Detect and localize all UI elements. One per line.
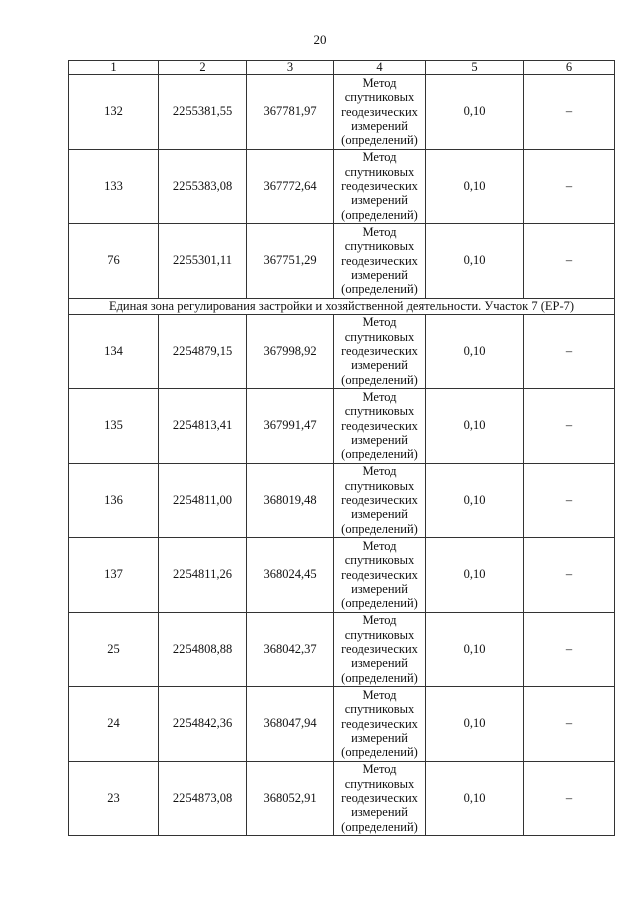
description-cell: – bbox=[524, 75, 615, 150]
point-number-cell: 137 bbox=[69, 538, 159, 613]
point-number-cell: 136 bbox=[69, 463, 159, 538]
description-cell: – bbox=[524, 224, 615, 299]
method-line: измерений bbox=[351, 193, 408, 208]
description-cell: – bbox=[524, 389, 615, 464]
table-row bbox=[69, 149, 615, 224]
accuracy-cell: 0,10 bbox=[426, 314, 524, 389]
method-line: геодезических bbox=[341, 418, 418, 433]
y-coordinate-cell: 367751,29 bbox=[247, 224, 334, 299]
x-coordinate-cell: 2255301,11 bbox=[159, 224, 247, 299]
point-number-cell: 24 bbox=[69, 687, 159, 762]
y-coordinate-cell: 368052,91 bbox=[247, 761, 334, 836]
y-coordinate-cell: 368047,94 bbox=[247, 687, 334, 762]
method-line: (определений) bbox=[341, 447, 418, 462]
method-line: Метод bbox=[362, 762, 397, 777]
method-line: спутниковых bbox=[344, 627, 415, 642]
method-line: (определений) bbox=[341, 819, 418, 834]
point-number-cell: 135 bbox=[69, 389, 159, 464]
method-line: (определений) bbox=[341, 521, 418, 536]
method-line: спутниковых bbox=[344, 404, 415, 419]
page-number: 20 bbox=[313, 32, 327, 47]
table-row bbox=[69, 314, 615, 389]
description-cell: – bbox=[524, 761, 615, 836]
y-coordinate-cell: 368042,37 bbox=[247, 612, 334, 687]
x-coordinate-cell: 2254811,26 bbox=[159, 538, 247, 613]
column-number-1: 1 bbox=[69, 61, 159, 75]
zone-title: Единая зона регулирования застройки и хозяйственной деятельности. Участок 7 (ЕР-7) bbox=[69, 298, 615, 314]
y-coordinate-cell: 367998,92 bbox=[247, 314, 334, 389]
accuracy-cell: 0,10 bbox=[426, 75, 524, 150]
column-number-3: 3 bbox=[247, 61, 334, 75]
x-coordinate-cell: 2254873,08 bbox=[159, 761, 247, 836]
x-coordinate-cell: 2254808,88 bbox=[159, 612, 247, 687]
method-line: спутниковых bbox=[344, 478, 415, 493]
method-line: измерений bbox=[351, 581, 408, 596]
description-cell: – bbox=[524, 463, 615, 538]
description-cell: – bbox=[524, 612, 615, 687]
column-number-5: 5 bbox=[426, 61, 524, 75]
method-line: измерений bbox=[351, 507, 408, 522]
accuracy-cell: 0,10 bbox=[426, 149, 524, 224]
point-number-cell: 134 bbox=[69, 314, 159, 389]
column-number-4: 4 bbox=[334, 61, 426, 75]
method-line: геодезических bbox=[341, 791, 418, 806]
table-row bbox=[69, 389, 615, 464]
point-number-cell: 133 bbox=[69, 149, 159, 224]
method-line: геодезических bbox=[341, 642, 418, 657]
accuracy-cell: 0,10 bbox=[426, 389, 524, 464]
y-coordinate-cell: 367781,97 bbox=[247, 75, 334, 150]
zone-header-row bbox=[69, 298, 615, 314]
column-number-6: 6 bbox=[524, 61, 615, 75]
table-row bbox=[69, 761, 615, 836]
method-line: Метод bbox=[362, 315, 397, 330]
method-cell bbox=[334, 224, 426, 299]
method-line: геодезических bbox=[341, 716, 418, 731]
method-line: Метод bbox=[362, 687, 397, 702]
method-line: геодезических bbox=[341, 344, 418, 359]
method-line: геодезических bbox=[341, 493, 418, 508]
method-line: спутниковых bbox=[344, 329, 415, 344]
method-line: (определений) bbox=[341, 372, 418, 387]
method-line: Метод bbox=[362, 224, 397, 239]
description-cell: – bbox=[524, 687, 615, 762]
method-line: измерений bbox=[351, 358, 408, 373]
method-line: (определений) bbox=[341, 670, 418, 685]
method-line: (определений) bbox=[341, 745, 418, 760]
method-line: геодезических bbox=[341, 567, 418, 582]
accuracy-cell: 0,10 bbox=[426, 687, 524, 762]
table-row bbox=[69, 538, 615, 613]
point-number-cell: 132 bbox=[69, 75, 159, 150]
method-line: (определений) bbox=[341, 207, 418, 222]
method-line: Метод bbox=[362, 613, 397, 628]
x-coordinate-cell: 2255381,55 bbox=[159, 75, 247, 150]
y-coordinate-cell: 367991,47 bbox=[247, 389, 334, 464]
table-row bbox=[69, 687, 615, 762]
method-cell bbox=[334, 389, 426, 464]
y-coordinate-cell: 368019,48 bbox=[247, 463, 334, 538]
accuracy-cell: 0,10 bbox=[426, 224, 524, 299]
accuracy-cell: 0,10 bbox=[426, 761, 524, 836]
method-line: спутниковых bbox=[344, 702, 415, 717]
method-line: измерений bbox=[351, 267, 408, 282]
method-line: измерений bbox=[351, 805, 408, 820]
table-row bbox=[69, 224, 615, 299]
description-cell: – bbox=[524, 149, 615, 224]
method-line: измерений bbox=[351, 118, 408, 133]
description-cell: – bbox=[524, 314, 615, 389]
coordinates-table bbox=[68, 60, 615, 836]
method-line: (определений) bbox=[341, 596, 418, 611]
point-number-cell: 25 bbox=[69, 612, 159, 687]
method-cell bbox=[334, 149, 426, 224]
method-line: измерений bbox=[351, 656, 408, 671]
method-line: Метод bbox=[362, 464, 397, 479]
accuracy-cell: 0,10 bbox=[426, 612, 524, 687]
table-row bbox=[69, 463, 615, 538]
header-row bbox=[69, 61, 615, 75]
method-line: Метод bbox=[362, 150, 397, 165]
accuracy-cell: 0,10 bbox=[426, 463, 524, 538]
method-line: (определений) bbox=[341, 133, 418, 148]
method-cell bbox=[334, 314, 426, 389]
x-coordinate-cell: 2254811,00 bbox=[159, 463, 247, 538]
method-line: измерений bbox=[351, 432, 408, 447]
method-line: Метод bbox=[362, 75, 397, 90]
method-cell bbox=[334, 463, 426, 538]
y-coordinate-cell: 368024,45 bbox=[247, 538, 334, 613]
table-row bbox=[69, 612, 615, 687]
method-line: (определений) bbox=[341, 282, 418, 297]
x-coordinate-cell: 2255383,08 bbox=[159, 149, 247, 224]
point-number-cell: 23 bbox=[69, 761, 159, 836]
y-coordinate-cell: 367772,64 bbox=[247, 149, 334, 224]
x-coordinate-cell: 2254879,15 bbox=[159, 314, 247, 389]
description-cell: – bbox=[524, 538, 615, 613]
method-cell bbox=[334, 761, 426, 836]
method-cell bbox=[334, 612, 426, 687]
method-line: спутниковых bbox=[344, 239, 415, 254]
method-cell bbox=[334, 75, 426, 150]
point-number-cell: 76 bbox=[69, 224, 159, 299]
method-line: геодезических bbox=[341, 253, 418, 268]
table-row bbox=[69, 75, 615, 150]
method-line: спутниковых bbox=[344, 164, 415, 179]
method-line: геодезических bbox=[341, 104, 418, 119]
method-line: Метод bbox=[362, 389, 397, 404]
accuracy-cell: 0,10 bbox=[426, 538, 524, 613]
table-body bbox=[69, 61, 615, 836]
method-line: спутниковых bbox=[344, 90, 415, 105]
method-line: спутниковых bbox=[344, 553, 415, 568]
method-line: спутниковых bbox=[344, 776, 415, 791]
x-coordinate-cell: 2254842,36 bbox=[159, 687, 247, 762]
method-line: геодезических bbox=[341, 179, 418, 194]
method-cell bbox=[334, 687, 426, 762]
column-number-2: 2 bbox=[159, 61, 247, 75]
method-line: Метод bbox=[362, 538, 397, 553]
method-cell bbox=[334, 538, 426, 613]
x-coordinate-cell: 2254813,41 bbox=[159, 389, 247, 464]
method-line: измерений bbox=[351, 730, 408, 745]
